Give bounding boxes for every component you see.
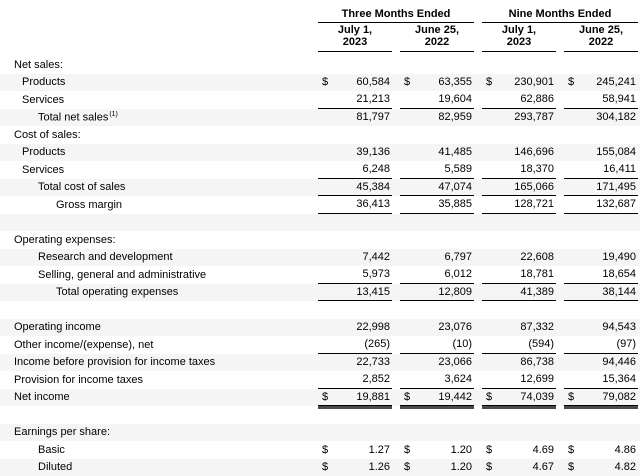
cell-value: 35,885 [438,198,472,211]
value-cell-nine-months-2023 [482,284,556,302]
cell-value: 16,411 [603,163,636,176]
cell-value: (10) [452,338,472,351]
cell-value: 23,066 [438,356,472,369]
row-values [318,319,638,337]
row-label [0,59,318,71]
cell-value: 74,039 [520,390,554,403]
row-label [0,251,318,263]
dollar-sign: $ [568,390,575,403]
row-values [318,354,638,372]
row-label-text: Total cost of sales [38,181,126,194]
cell-value: 2,852 [362,373,390,386]
date-line-1: July 1, [501,24,537,36]
value-cell-nine-months-2022 [564,91,638,109]
table-row [0,371,640,389]
row-label-text: Research and development [38,251,173,264]
date-line-2: 2022 [588,35,614,48]
dollar-sign: $ [322,390,329,403]
value-cell-three-months-2023 [318,144,392,162]
value-cell-three-months-2022 [400,74,474,92]
row-label-text: Selling, general and administrative [38,268,207,281]
table-row [0,109,640,127]
date-line-1: June 25, [578,24,624,36]
cell-value: 3,624 [444,373,472,386]
row-label [0,286,318,298]
cell-value: 132,687 [596,198,636,211]
dollar-sign: $ [404,76,411,89]
cell-value: 41,485 [438,146,472,159]
value-cell-three-months-2022 [400,459,474,476]
row-values [318,266,638,284]
value-cell-three-months-2022 [400,319,474,337]
value-cell-nine-months-2023 [482,354,556,372]
value-cell-nine-months-2023 [482,301,556,319]
value-cell-nine-months-2023 [482,459,556,476]
dollar-sign: $ [486,461,493,474]
row-label-text: Other income/(expense), net [14,338,154,351]
cell-value: 87,332 [520,321,554,334]
value-cell-three-months-2023 [318,109,392,127]
cell-value: 82,959 [438,111,472,124]
dollar-sign: $ [322,443,329,456]
table-row [0,196,640,214]
cell-value: 245,241 [596,76,636,89]
value-cell-nine-months-2022 [564,284,638,302]
row-label-text: Earnings per share: [14,426,110,439]
cell-value: 155,084 [596,146,636,159]
value-cell-three-months-2023 [318,231,392,249]
cell-value: 45,384 [356,180,390,193]
value-cell-nine-months-2023 [482,249,556,267]
row-label-text: Diluted [38,461,73,474]
value-cell-three-months-2023 [318,336,392,354]
row-label [0,391,318,403]
value-cell-three-months-2023 [318,284,392,302]
cell-value: 4.86 [614,443,636,456]
row-label [0,339,318,351]
row-values [318,371,638,389]
value-cell-three-months-2022 [400,301,474,319]
value-cell-three-months-2022 [400,144,474,162]
row-label [0,234,318,246]
row-label [0,444,318,456]
row-values [318,109,638,127]
dollar-sign: $ [486,76,493,89]
value-cell-three-months-2023 [318,459,392,476]
row-label [0,94,318,106]
table-row [0,249,640,267]
cell-value: 38,144 [602,285,636,298]
value-cell-nine-months-2023 [482,424,556,442]
value-cell-three-months-2023 [318,214,392,232]
date-line-1: June 25, [414,24,460,36]
cell-value: 21,213 [356,93,390,106]
cell-value: 22,733 [356,356,390,369]
cell-value: 19,881 [356,390,390,403]
value-cell-three-months-2023 [318,249,392,267]
value-cell-nine-months-2022 [564,336,638,354]
value-cell-nine-months-2023 [482,144,556,162]
row-label-text: Total net sales [38,111,109,124]
value-cell-three-months-2022 [400,56,474,74]
cell-value: 5,589 [444,163,472,176]
value-cell-three-months-2022 [400,266,474,284]
cell-value: 94,543 [602,321,636,334]
row-label [0,111,318,124]
value-cell-nine-months-2023 [482,266,556,284]
value-cell-nine-months-2023 [482,126,556,144]
cell-value: 19,442 [438,390,472,403]
cell-value: (594) [528,338,554,351]
value-cell-nine-months-2022 [564,74,638,92]
row-label [0,181,318,193]
value-cell-three-months-2022 [400,196,474,214]
value-cell-nine-months-2022 [564,459,638,476]
cell-value: 36,413 [356,198,390,211]
value-cell-nine-months-2023 [482,109,556,127]
value-cell-nine-months-2023 [482,231,556,249]
value-cell-nine-months-2022 [564,249,638,267]
value-cell-three-months-2022 [400,179,474,197]
value-cell-nine-months-2023 [482,161,556,179]
value-cell-nine-months-2022 [564,406,638,424]
row-label [0,164,318,176]
row-values [318,336,638,354]
cell-value: 1.27 [368,443,390,456]
cell-value: 5,973 [362,268,390,281]
row-values [318,214,638,232]
table-row [0,74,640,92]
row-label-text: Operating income [14,321,101,334]
value-cell-nine-months-2022 [564,354,638,372]
table-row [0,336,640,354]
value-cell-nine-months-2022 [564,441,638,459]
row-label [0,374,318,386]
date-line-1: July 1, [337,24,373,36]
date-column-header [482,25,556,52]
row-values [318,56,638,74]
dollar-sign: $ [404,461,411,474]
value-cell-nine-months-2023 [482,214,556,232]
cell-value: 15,364 [602,373,636,386]
row-label-text: Provision for income taxes [14,373,143,386]
value-cell-nine-months-2023 [482,74,556,92]
table-row [0,441,640,459]
cell-value: 18,370 [520,163,554,176]
row-label [0,76,318,88]
value-cell-three-months-2022 [400,109,474,127]
value-cell-three-months-2023 [318,266,392,284]
row-label [0,461,318,473]
cell-value: 47,074 [438,180,472,193]
cell-value: 19,490 [602,251,636,264]
value-cell-three-months-2022 [400,249,474,267]
cell-value: (97) [616,338,636,351]
dollar-sign: $ [404,443,411,456]
row-values [318,161,638,179]
value-cell-three-months-2023 [318,196,392,214]
cell-value: 4.82 [614,461,636,474]
value-cell-nine-months-2022 [564,179,638,197]
cell-value: 79,082 [602,390,636,403]
row-label [0,146,318,158]
table-row [0,284,640,302]
value-cell-three-months-2022 [400,424,474,442]
value-cell-nine-months-2023 [482,441,556,459]
table-row [0,231,640,249]
value-cell-nine-months-2022 [564,301,638,319]
table-row [0,126,640,144]
row-values [318,441,638,459]
value-cell-nine-months-2023 [482,389,556,407]
date-line-2: 2022 [424,35,450,48]
table-row [0,301,640,319]
cell-value: 6,797 [444,251,472,264]
row-label-text: Services [22,93,65,106]
value-cell-nine-months-2022 [564,231,638,249]
cell-value: 171,495 [596,180,636,193]
table-row [0,144,640,162]
value-cell-three-months-2022 [400,389,474,407]
cell-value: 18,781 [520,268,554,281]
dollar-sign: $ [322,461,329,474]
value-cell-nine-months-2022 [564,126,638,144]
value-cell-nine-months-2023 [482,319,556,337]
value-cell-nine-months-2022 [564,196,638,214]
cell-value: 230,901 [514,76,554,89]
cell-value: 39,136 [356,146,390,159]
cell-value: (265) [364,338,390,351]
row-label-text: Operating expenses: [14,233,116,246]
row-values [318,179,638,197]
row-values [318,91,638,109]
table-row [0,161,640,179]
row-label-text: Net income [14,391,70,404]
table-row [0,354,640,372]
statement-rows [0,56,640,476]
value-cell-three-months-2022 [400,161,474,179]
row-values [318,301,638,319]
cell-value: 6,248 [362,163,390,176]
dollar-sign: $ [568,443,575,456]
dollar-sign: $ [322,76,329,89]
row-values [318,231,638,249]
row-values [318,74,638,92]
value-cell-three-months-2023 [318,179,392,197]
cell-value: 293,787 [514,111,554,124]
value-cell-nine-months-2023 [482,56,556,74]
table-row [0,266,640,284]
value-cell-three-months-2022 [400,91,474,109]
row-label-text: Cost of sales: [14,128,81,141]
table-row [0,389,640,407]
value-cell-nine-months-2022 [564,389,638,407]
table-row [0,56,640,74]
cell-value: 1.20 [450,461,472,474]
cell-value: 18,654 [602,268,636,281]
row-label [0,321,318,333]
cell-value: 128,721 [514,198,554,211]
cell-value: 94,446 [602,356,636,369]
row-values [318,284,638,302]
value-cell-nine-months-2022 [564,56,638,74]
value-cell-three-months-2023 [318,91,392,109]
row-values [318,389,638,407]
value-cell-three-months-2023 [318,406,392,424]
cell-value: 4.69 [532,443,554,456]
value-cell-three-months-2022 [400,231,474,249]
row-label-text: Basic [38,443,65,456]
value-cell-three-months-2023 [318,389,392,407]
dollar-sign: $ [568,461,575,474]
row-label [0,356,318,368]
value-cell-three-months-2023 [318,441,392,459]
table-row [0,424,640,442]
value-cell-nine-months-2022 [564,144,638,162]
cell-value: 63,355 [438,76,472,89]
value-cell-three-months-2022 [400,214,474,232]
cell-value: 86,738 [520,356,554,369]
cell-value: 12,699 [520,373,554,386]
dollar-sign: $ [568,76,575,89]
date-column-headers [318,25,638,52]
value-cell-three-months-2023 [318,301,392,319]
row-values [318,126,638,144]
cell-value: 23,076 [438,321,472,334]
date-line-2: 2023 [342,35,368,48]
value-cell-nine-months-2022 [564,109,638,127]
cell-value: 165,066 [514,180,554,193]
value-cell-nine-months-2023 [482,336,556,354]
date-line-2: 2023 [506,35,532,48]
cell-value: 22,998 [356,321,390,334]
value-cell-nine-months-2022 [564,161,638,179]
row-label-text: Total operating expenses [56,286,179,299]
value-cell-three-months-2022 [400,441,474,459]
group-header-nine-months-ended: Nine Months Ended [482,8,638,23]
table-row [0,91,640,109]
cell-value: 146,696 [514,146,554,159]
date-column-header [318,25,392,52]
value-cell-three-months-2022 [400,336,474,354]
footnote-marker: (1) [109,110,118,118]
period-group-headers [318,8,638,23]
value-cell-three-months-2023 [318,371,392,389]
row-values [318,196,638,214]
value-cell-three-months-2023 [318,56,392,74]
table-row [0,406,640,424]
table-row [0,319,640,337]
cell-value: 13,415 [356,285,390,298]
dollar-sign: $ [486,443,493,456]
value-cell-three-months-2023 [318,161,392,179]
row-values [318,406,638,424]
row-label-text: Services [22,163,65,176]
cell-value: 12,809 [438,285,472,298]
value-cell-three-months-2023 [318,354,392,372]
value-cell-nine-months-2023 [482,371,556,389]
row-label [0,269,318,281]
value-cell-three-months-2022 [400,284,474,302]
cell-value: 7,442 [362,251,390,264]
cell-value: 62,886 [520,93,554,106]
value-cell-three-months-2022 [400,126,474,144]
value-cell-nine-months-2023 [482,406,556,424]
value-cell-nine-months-2023 [482,91,556,109]
value-cell-nine-months-2023 [482,179,556,197]
row-label-text: Gross margin [56,198,123,211]
cell-value: 4.67 [532,461,554,474]
cell-value: 41,389 [520,285,554,298]
value-cell-nine-months-2022 [564,319,638,337]
row-label-text: Products [22,146,66,159]
cell-value: 19,604 [438,93,472,106]
row-label-text: Net sales: [14,58,63,71]
table-row [0,214,640,232]
value-cell-three-months-2023 [318,424,392,442]
value-cell-three-months-2022 [400,354,474,372]
value-cell-three-months-2022 [400,371,474,389]
value-cell-three-months-2023 [318,319,392,337]
cell-value: 22,608 [520,251,554,264]
row-values [318,459,638,476]
date-column-header [400,25,474,52]
value-cell-three-months-2023 [318,126,392,144]
table-row [0,459,640,476]
cell-value: 6,012 [444,268,472,281]
dollar-sign: $ [486,390,493,403]
cell-value: 304,182 [596,111,636,124]
value-cell-nine-months-2022 [564,371,638,389]
dollar-sign: $ [404,390,411,403]
cell-value: 58,941 [602,93,636,106]
cell-value: 1.26 [368,461,390,474]
row-values [318,249,638,267]
row-values [318,144,638,162]
row-values [318,424,638,442]
row-label-text: Products [22,76,66,89]
cell-value: 1.20 [450,443,472,456]
value-cell-nine-months-2022 [564,214,638,232]
row-label [0,426,318,438]
value-cell-three-months-2022 [400,406,474,424]
table-row [0,179,640,197]
value-cell-nine-months-2023 [482,196,556,214]
date-column-header [564,25,638,52]
value-cell-nine-months-2022 [564,266,638,284]
row-label-text: Income before provision for income taxes [14,356,216,369]
cell-value: 60,584 [356,76,390,89]
row-label [0,129,318,141]
value-cell-nine-months-2022 [564,424,638,442]
cell-value: 81,797 [356,111,390,124]
row-label [0,199,318,211]
group-header-three-months-ended: Three Months Ended [318,8,474,23]
value-cell-three-months-2023 [318,74,392,92]
